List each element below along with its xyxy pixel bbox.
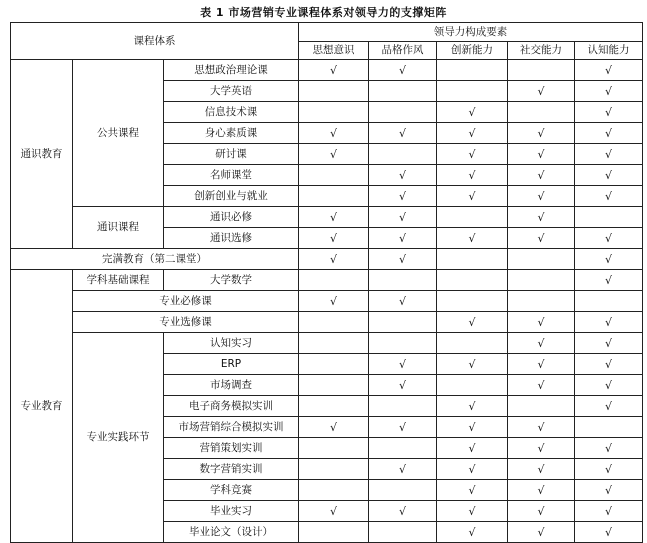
check-mark: √: [437, 417, 508, 438]
course-name: 研讨课: [164, 144, 299, 165]
check-mark: √: [575, 81, 643, 102]
support-cell: [437, 270, 508, 291]
support-cell: [369, 81, 437, 102]
check-mark: √: [437, 480, 508, 501]
support-cell: [299, 165, 369, 186]
course-name: 创新创业与就业: [164, 186, 299, 207]
check-mark: √: [575, 102, 643, 123]
check-mark: √: [575, 228, 643, 249]
support-cell: [575, 417, 643, 438]
check-mark: √: [299, 249, 369, 270]
support-cell: [369, 333, 437, 354]
group-professional-elective: 专业选修课: [73, 312, 299, 333]
support-cell: [369, 144, 437, 165]
support-cell: [299, 333, 369, 354]
support-cell: [299, 375, 369, 396]
col-header: 品格作风: [369, 42, 437, 60]
check-mark: √: [508, 144, 575, 165]
check-mark: √: [575, 354, 643, 375]
support-cell: [369, 438, 437, 459]
check-mark: √: [575, 522, 643, 543]
support-cell: [299, 354, 369, 375]
support-matrix-table: [10, 22, 643, 543]
check-mark: √: [575, 165, 643, 186]
check-mark: √: [437, 228, 508, 249]
course-name: 身心素质课: [164, 123, 299, 144]
check-mark: √: [437, 102, 508, 123]
check-mark: √: [575, 60, 643, 81]
course-name: 市场调查: [164, 375, 299, 396]
check-mark: √: [299, 60, 369, 81]
course-name: 营销策划实训: [164, 438, 299, 459]
check-mark: √: [437, 165, 508, 186]
support-cell: [437, 60, 508, 81]
course-name: 信息技术课: [164, 102, 299, 123]
group-professional-practice: 专业实践环节: [73, 333, 164, 543]
course-name: 通识必修: [164, 207, 299, 228]
check-mark: √: [437, 438, 508, 459]
support-cell: [299, 270, 369, 291]
course-name: 毕业论文（设计）: [164, 522, 299, 543]
support-cell: [508, 60, 575, 81]
group-professional-required: 专业必修课: [73, 291, 299, 312]
check-mark: √: [575, 501, 643, 522]
check-mark: √: [437, 501, 508, 522]
check-mark: √: [575, 480, 643, 501]
check-mark: √: [369, 501, 437, 522]
table-row: [11, 60, 643, 81]
check-mark: √: [575, 270, 643, 291]
check-mark: √: [508, 522, 575, 543]
course-name: 通识选修: [164, 228, 299, 249]
check-mark: √: [299, 123, 369, 144]
support-cell: [299, 480, 369, 501]
check-mark: √: [575, 186, 643, 207]
group-general-education: 通识教育: [11, 60, 73, 249]
check-mark: √: [508, 480, 575, 501]
check-mark: √: [508, 81, 575, 102]
check-mark: √: [369, 459, 437, 480]
check-mark: √: [437, 312, 508, 333]
check-mark: √: [575, 312, 643, 333]
support-cell: [437, 291, 508, 312]
table-row: [11, 207, 643, 228]
table-row: [11, 291, 643, 312]
check-mark: √: [508, 417, 575, 438]
check-mark: √: [369, 228, 437, 249]
check-mark: √: [369, 165, 437, 186]
check-mark: √: [508, 333, 575, 354]
support-cell: [575, 291, 643, 312]
check-mark: √: [369, 375, 437, 396]
support-cell: [437, 249, 508, 270]
support-cell: [369, 480, 437, 501]
support-cell: [437, 81, 508, 102]
table-row: [11, 312, 643, 333]
check-mark: √: [437, 123, 508, 144]
course-name: ERP: [164, 354, 299, 375]
col-header: 创新能力: [437, 42, 508, 60]
course-name: 大学数学: [164, 270, 299, 291]
support-cell: [299, 81, 369, 102]
support-cell: [437, 333, 508, 354]
check-mark: √: [369, 417, 437, 438]
col-header: 思想意识: [299, 42, 369, 60]
support-cell: [369, 522, 437, 543]
check-mark: √: [575, 438, 643, 459]
check-mark: √: [437, 522, 508, 543]
leadership-elements-header: 领导力构成要素: [299, 23, 643, 42]
course-name: 学科竞赛: [164, 480, 299, 501]
check-mark: √: [575, 396, 643, 417]
check-mark: √: [369, 60, 437, 81]
support-cell: [369, 396, 437, 417]
check-mark: √: [508, 228, 575, 249]
check-mark: √: [299, 228, 369, 249]
check-mark: √: [437, 354, 508, 375]
check-mark: √: [369, 207, 437, 228]
support-cell: [299, 438, 369, 459]
check-mark: √: [369, 291, 437, 312]
group-public-courses: 公共课程: [73, 60, 164, 207]
check-mark: √: [437, 186, 508, 207]
support-cell: [369, 102, 437, 123]
course-name: 名师课堂: [164, 165, 299, 186]
check-mark: √: [508, 123, 575, 144]
col-header: 认知能力: [575, 42, 643, 60]
check-mark: √: [299, 501, 369, 522]
support-cell: [299, 396, 369, 417]
support-cell: [508, 396, 575, 417]
course-name: 数字营销实训: [164, 459, 299, 480]
check-mark: √: [369, 186, 437, 207]
support-cell: [508, 291, 575, 312]
check-mark: √: [575, 249, 643, 270]
check-mark: √: [508, 459, 575, 480]
check-mark: √: [508, 438, 575, 459]
table-row: [11, 333, 643, 354]
group-discipline-basic: 学科基础课程: [73, 270, 164, 291]
check-mark: √: [508, 375, 575, 396]
check-mark: √: [299, 291, 369, 312]
support-cell: [369, 270, 437, 291]
course-name: 认知实习: [164, 333, 299, 354]
table-title: 表 1 市场营销专业课程体系对领导力的支撑矩阵: [200, 6, 447, 19]
support-cell: [299, 522, 369, 543]
table-row: [11, 249, 643, 270]
support-cell: [299, 102, 369, 123]
check-mark: √: [299, 417, 369, 438]
course-system-header: 课程体系: [11, 23, 299, 60]
check-mark: √: [437, 144, 508, 165]
check-mark: √: [508, 165, 575, 186]
check-mark: √: [437, 459, 508, 480]
support-cell: [369, 312, 437, 333]
support-cell: [299, 459, 369, 480]
check-mark: √: [508, 354, 575, 375]
check-mark: √: [575, 144, 643, 165]
course-name: 电子商务模拟实训: [164, 396, 299, 417]
check-mark: √: [575, 459, 643, 480]
course-name: 市场营销综合模拟实训: [164, 417, 299, 438]
check-mark: √: [508, 312, 575, 333]
course-name: 毕业实习: [164, 501, 299, 522]
check-mark: √: [299, 207, 369, 228]
check-mark: √: [508, 501, 575, 522]
support-cell: [437, 207, 508, 228]
check-mark: √: [575, 333, 643, 354]
support-cell: [299, 312, 369, 333]
check-mark: √: [575, 123, 643, 144]
support-cell: [508, 249, 575, 270]
check-mark: √: [299, 144, 369, 165]
table-row: [11, 270, 643, 291]
group-perfect-education: 完满教育（第二课堂）: [11, 249, 299, 270]
support-cell: [299, 186, 369, 207]
course-name: 大学英语: [164, 81, 299, 102]
check-mark: √: [508, 207, 575, 228]
group-general-courses: 通识课程: [73, 207, 164, 249]
support-cell: [575, 207, 643, 228]
course-name: 思想政治理论课: [164, 60, 299, 81]
check-mark: √: [575, 375, 643, 396]
col-header: 社交能力: [508, 42, 575, 60]
check-mark: √: [437, 396, 508, 417]
support-cell: [508, 270, 575, 291]
check-mark: √: [369, 123, 437, 144]
check-mark: √: [369, 249, 437, 270]
support-cell: [437, 375, 508, 396]
check-mark: √: [508, 186, 575, 207]
check-mark: √: [369, 354, 437, 375]
group-professional-education: 专业教育: [11, 270, 73, 543]
support-cell: [508, 102, 575, 123]
